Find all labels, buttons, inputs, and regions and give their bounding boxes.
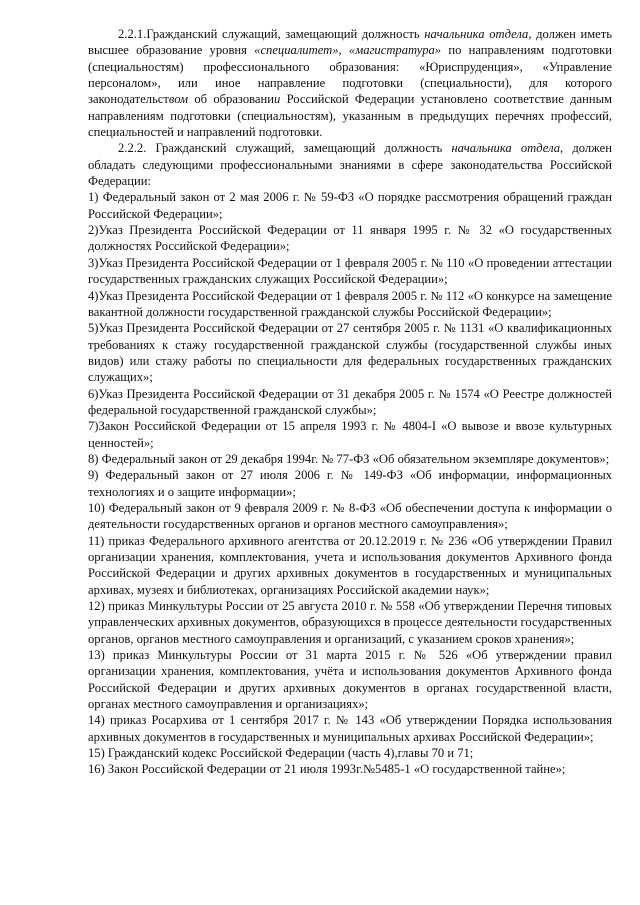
paragraph-1-segment: по направлениям подготовки (специальностям) профессионального образования: «Юриспруденция», «Управление персоналом», или иное направление подготовки (специальности), для которого законодательст bbox=[88, 43, 613, 107]
list-item: 16) Закон Российской Федерации от 21 июля 1993г.№5485-1 «О государственной тайне»; bbox=[88, 762, 566, 777]
paragraph-2-segment: должен обладать следующими профессиональными знаниями в сфере законодательства Российской Федерации: bbox=[88, 141, 613, 189]
list-item: 2)Указ Президента Российской Федерации от 11 января 1995 г. № 32 «О государственных должностях Российской Федерации»; bbox=[88, 223, 612, 254]
intro-paragraphs bbox=[88, 26, 612, 189]
list-item: 11) приказ Федерального архивного агентства от 20.12.2019 г. № 236 «Об утверждении Правил организации хранения, комплектования, учета и использования документов Архивного фонда Российской Федерации и других архивных документов в государственных и муниципальных архивах, музеях и библиотеках, организациях Российской академии наук»; bbox=[88, 533, 612, 597]
list-item: 4)Указ Президента Российской Федерации от 1 февраля 2005 г. № 112 «О конкурсе на замещение вакантной должности государственной гражданской службы Российской Федерации»; bbox=[88, 288, 612, 319]
list-item: 5)Указ Президента Российской Федерации от 27 сентября 2005 г. № 1131 «О квалификационных требованиях к стажу государственной гражданской службы (государственной службы иных видов) или стажу работы по специальности для федеральных государственных гражданских служащих»; bbox=[88, 321, 612, 385]
list-item: 10) Федеральный закон от 9 февраля 2009 г. № 8-ФЗ «Об обеспечении доступа к информации о деятельности государственных органов и органов местного самоуправления»; bbox=[88, 500, 612, 532]
paragraph-2-segment: 2.2.2. Гражданский служащий, замещающий должность bbox=[118, 141, 452, 156]
paragraph-1-segment: Российской Федерации установлено соответствие данным направлениям подготовки (специальностям), указанным в предыдущих перечнях профессий, специальностей и направлений подготовки. bbox=[88, 92, 613, 140]
list-item: 3)Указ Президента Российской Федерации от 1 февраля 2005 г. № 110 «О проведении аттестации государственных гражданских служащих Российской Федерации»; bbox=[88, 255, 612, 287]
paragraph-1-segment: вом bbox=[168, 92, 189, 107]
legislation-list bbox=[88, 189, 612, 777]
paragraph-1-segment: 2.2.1.Гражданский служащий, замещающий должность bbox=[118, 27, 425, 41]
list-item: 7)Закон Российской Федерации от 15 апреля 1993 г. № 4804-I «О вывозе и ввозе культурных ценностей»; bbox=[88, 419, 612, 450]
paragraph-1-segment: об образовани bbox=[188, 92, 274, 107]
list-item: 8) Федеральный закон от 29 декабря 1994г. № 77-ФЗ «Об обязательном экземпляре документов»; bbox=[88, 451, 610, 466]
list-item: 9) Федеральный закон от 27 июля 2006 г. № 149-ФЗ «Об информации, информационных технологиях и о защите информации»; bbox=[88, 468, 612, 499]
paragraph-1-segment: и bbox=[273, 92, 281, 107]
list-item: 6)Указ Президента Российской Федерации от 31 декабря 2005 г. № 1574 «О Реестре должностей федеральной государственной гражданской службы»; bbox=[88, 386, 612, 417]
list-item: 1) Федеральный закон от 2 мая 2006 г. № 59-ФЗ «О порядке рассмотрения обращений граждан Российской Федерации»; bbox=[88, 190, 612, 221]
paragraph-1-segment: начальника отдела, bbox=[424, 27, 532, 41]
paragraph-1-segment: «специалитет», «магистратура» bbox=[254, 43, 442, 58]
list-item: 15) Гражданский кодекс Российской Федерации (часть 4),главы 70 и 71; bbox=[88, 746, 474, 761]
paragraph-2 bbox=[88, 140, 612, 189]
paragraph-1-segment: должен иметь высшее образование уровня bbox=[88, 27, 612, 58]
list-item: 13) приказ Минкультуры России от 31 марта 2015 г. № 526 «Об утверждении правил организации хранения, комплектования, учёта и использования документов Архивного фонда Российской Федерации и других архивных документов в органах государственной власти, органах местного самоуправления и организациях»; bbox=[88, 648, 612, 712]
paragraph-2-segment: начальника отдела, bbox=[451, 141, 564, 156]
paragraph-1 bbox=[88, 26, 612, 140]
list-item: 14) приказ Росархива от 1 сентября 2017 г. № 143 «Об утверждении Порядка использования архивных документов в государственных и муниципальных архивах Российской Федерации»; bbox=[88, 713, 612, 744]
list-item: 12) приказ Минкультуры России от 25 августа 2010 г. № 558 «Об утверждении Перечня типовых управленческих архивных документов, образующихся в процессе деятельности государственных органов, органов местного самоуправления и организаций, с указанием сроков хранения»; bbox=[88, 599, 612, 646]
